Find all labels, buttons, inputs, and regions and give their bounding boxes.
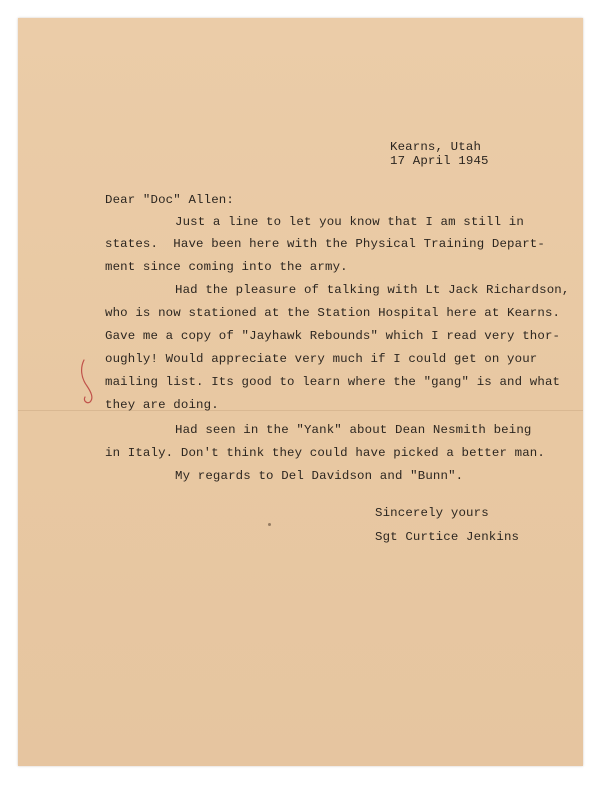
body-line: My regards to Del Davidson and "Bunn". bbox=[175, 469, 464, 483]
body-line: oughly! Would appreciate very much if I could get on your bbox=[105, 352, 538, 366]
letter-page bbox=[18, 18, 583, 766]
body-line: states. Have been here with the Physical Training Depart- bbox=[105, 237, 545, 251]
body-line: Just a line to let you know that I am still in bbox=[175, 215, 524, 229]
body-line: mailing list. Its good to learn where the "gang" is and what bbox=[105, 375, 561, 389]
signature: Sgt Curtice Jenkins bbox=[375, 530, 520, 544]
letter-place: Kearns, Utah bbox=[390, 140, 482, 154]
paper-fold bbox=[18, 410, 583, 411]
paper-speck bbox=[268, 523, 271, 526]
body-line: ment since coming into the army. bbox=[105, 260, 348, 274]
red-pen-mark-icon bbox=[78, 356, 104, 404]
letter-date: 17 April 1945 bbox=[390, 154, 489, 168]
closing: Sincerely yours bbox=[375, 506, 489, 520]
body-line: Gave me a copy of "Jayhawk Rebounds" which I read very thor- bbox=[105, 329, 561, 343]
body-line: who is now stationed at the Station Hospital here at Kearns. bbox=[105, 306, 561, 320]
body-line: in Italy. Don't think they could have picked a better man. bbox=[105, 446, 545, 460]
body-line: Had seen in the "Yank" about Dean Nesmith being bbox=[175, 423, 532, 437]
body-line: Had the pleasure of talking with Lt Jack Richardson, bbox=[175, 283, 570, 297]
body-line: they are doing. bbox=[105, 398, 219, 412]
salutation: Dear "Doc" Allen: bbox=[105, 193, 234, 207]
